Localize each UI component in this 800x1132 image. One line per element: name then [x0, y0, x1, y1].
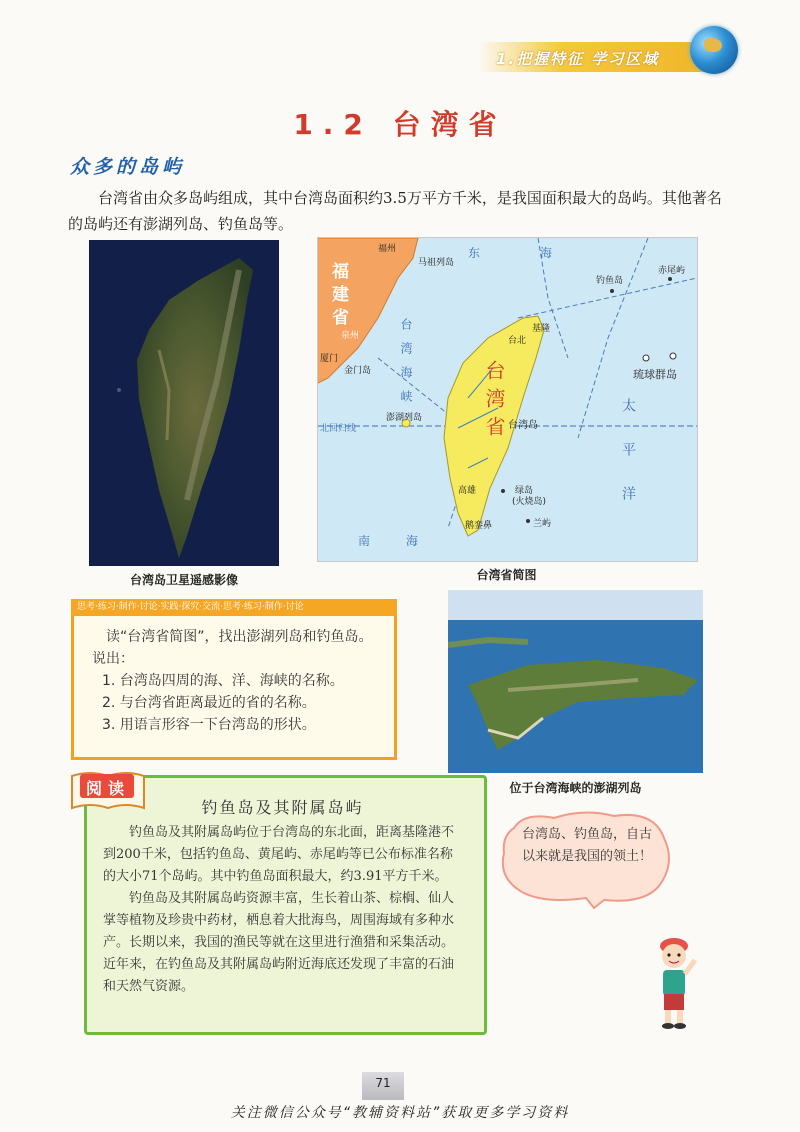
header-banner [478, 42, 718, 72]
penghu-photo [448, 590, 703, 773]
map-label-lvdao: 绿岛 [515, 486, 534, 496]
map-label-taiwan-island: 台湾岛 [508, 420, 538, 431]
page-number: 71 [375, 1076, 391, 1090]
header-banner-text: 1.把握特征 学习区域 [496, 50, 660, 68]
map-label-chiwei: 赤尾屿 [658, 266, 686, 276]
exercise-line: 读“台湾省简图”，找出澎湖列岛和钓鱼岛。说出： [92, 629, 373, 667]
taiwan-map [317, 237, 698, 562]
map-caption: 台湾省简图 [476, 568, 537, 582]
map-label-eluanbi: 鹅銮鼻 [465, 521, 493, 531]
map-label-tropic: 北回归线 [320, 424, 357, 434]
map-label-lvdao-alt: (火烧岛) [512, 497, 547, 507]
map-label-quanzhou: 泉州 [341, 331, 360, 341]
exercise-bar: 思考·练习·制作·讨论·实践·探究·交流·思考·练习·制作·讨论 [71, 599, 397, 616]
reading-title: 钓鱼岛及其附属岛屿 [201, 798, 364, 817]
satellite-caption: 台湾岛卫星遥感影像 [129, 573, 238, 587]
page-title: 1.2 台湾省 [293, 108, 507, 141]
map-label-pacific: 太平洋 [620, 398, 636, 530]
map-label-ryukyu: 琉球群岛 [633, 368, 677, 381]
map-label-penghu: 澎湖列岛 [386, 413, 423, 423]
map-label-diaoyu: 钓鱼岛 [596, 276, 624, 286]
exercise-line: 3. 用语言形容一下台湾岛的形状。 [102, 717, 316, 733]
cartoon-boy-illustration [649, 930, 699, 1030]
map-label-jilong: 基隆 [532, 324, 551, 334]
reading-badge-text: 阅读 [86, 779, 131, 798]
map-label-south-sea: 南海 [358, 534, 455, 548]
globe-icon [690, 26, 738, 74]
reading-paragraph: 钓鱼岛及其附属岛屿资源丰富，生长着山茶、棕榈、仙人掌等植物及珍贵中药材，栖息着大批海鸟，周围海域有多种水产。长期以来，我国的渔民等就在这里进行渔猎和采集活动。近年来，在钓鱼岛及其附属岛屿附近海底还发现了丰富的石油和天然气资源。 [103, 891, 455, 994]
reading-paragraph: 钓鱼岛及其附属岛屿位于台湾岛的东北面，距离基隆港不到200千米，包括钓鱼岛、黄尾屿、赤尾屿等已公布标准名称的大小71个岛屿。其中钓鱼岛面积最大，约3.91平方千米。 [103, 825, 455, 884]
section-title: 众多的岛屿 [70, 156, 186, 178]
map-label-taiwan-province: 台湾省 [482, 360, 506, 444]
reading-text [103, 822, 465, 998]
bubble-text: 台湾岛、钓鱼岛，自古以来就是我国的领土！ [522, 827, 653, 864]
satellite-image [89, 240, 279, 566]
map-label-mazu: 马祖列岛 [418, 258, 455, 268]
map-label-fujian: 福建省 [328, 262, 348, 331]
map-label-east-sea: 东海 [468, 246, 613, 260]
penghu-caption: 位于台湾海峡的澎湖列岛 [509, 781, 642, 795]
exercise-line: 1. 台湾岛四周的海、洋、海峡的名称。 [102, 673, 344, 689]
map-label-strait: 台湾海峡 [399, 318, 413, 414]
map-label-fuzhou: 福州 [378, 244, 397, 254]
intro-paragraph: 台湾省由众多岛屿组成，其中台湾岛面积约3.5万平方千米，是我国面积最大的岛屿。其他著名的岛屿还有澎湖列岛、钓鱼岛等。 [68, 189, 722, 233]
exercise-text [92, 626, 382, 736]
map-label-taibei: 台北 [508, 336, 527, 346]
map-label-xiamen: 厦门 [320, 354, 339, 364]
map-label-gaoxiong: 高雄 [458, 486, 477, 496]
map-label-lanyu: 兰屿 [533, 519, 552, 529]
map-label-jinmen: 金门岛 [344, 366, 372, 376]
exercise-line: 2. 与台湾省距离最近的省的名称。 [102, 695, 316, 711]
footer-note: 关注微信公众号“教辅资料站”获取更多学习资料 [230, 1105, 570, 1121]
